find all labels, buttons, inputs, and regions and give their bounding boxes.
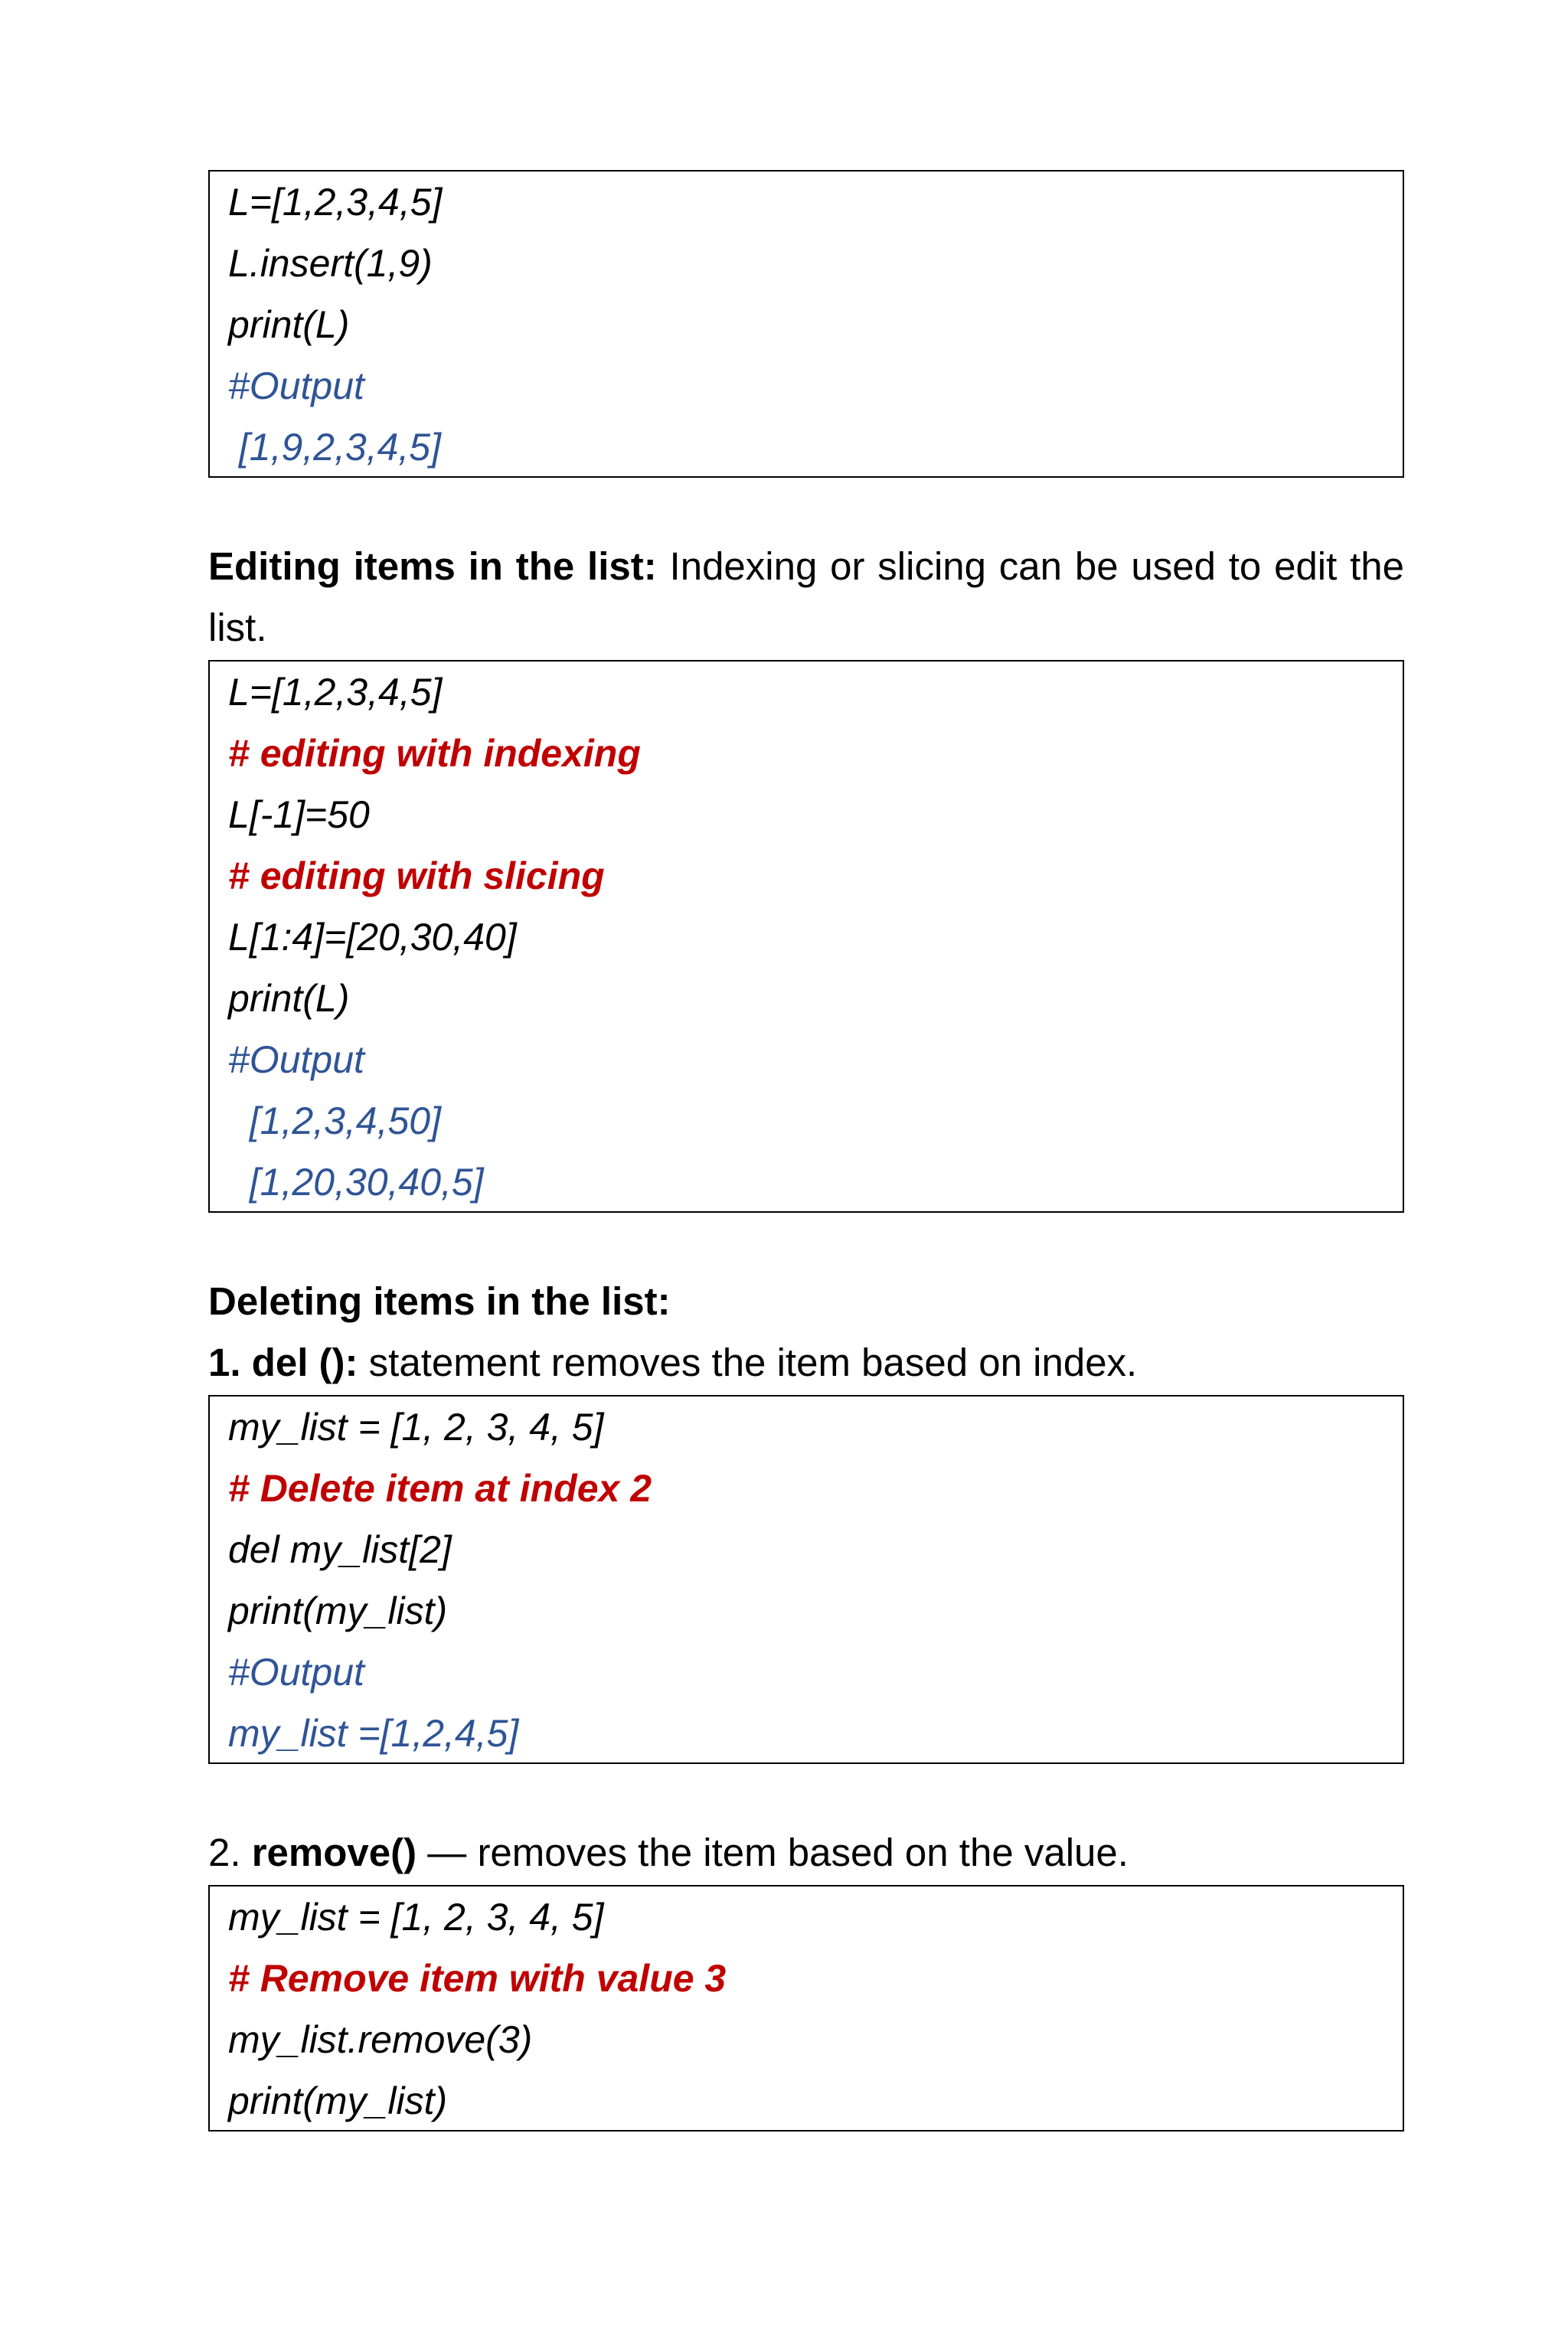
del-description bbox=[208, 1332, 1404, 1393]
code-line: L=[1,2,3,4,5] bbox=[228, 671, 443, 714]
code-line: print(my_list) bbox=[228, 2079, 448, 2122]
remove-number: 2. bbox=[208, 1831, 252, 1874]
editing-text: Indexing or slicing can be used to edit the bbox=[669, 544, 1405, 588]
code-line: L[1:4]=[20,30,40] bbox=[228, 916, 517, 959]
code-block-editing bbox=[208, 660, 1404, 1213]
code-block-del bbox=[208, 1395, 1404, 1764]
code-line: my_list = [1, 2, 3, 4, 5] bbox=[228, 1896, 604, 1939]
output-value: [1,2,3,4,50] bbox=[228, 1099, 441, 1142]
code-comment: # editing with slicing bbox=[228, 854, 605, 897]
remove-label: remove() bbox=[251, 1831, 417, 1874]
del-label: 1. del (): bbox=[208, 1341, 358, 1384]
code-comment: # Delete item at index 2 bbox=[228, 1467, 652, 1510]
code-comment: # Remove item with value 3 bbox=[228, 1957, 727, 2000]
code-comment: # editing with indexing bbox=[228, 732, 641, 775]
remove-text: — removes the item based on the value. bbox=[416, 1831, 1129, 1874]
code-block-remove bbox=[208, 1885, 1404, 2132]
code-line: L.insert(1,9) bbox=[228, 242, 433, 285]
deleting-heading: Deleting items in the list: bbox=[208, 1279, 671, 1323]
code-block-insert bbox=[208, 170, 1404, 478]
remove-description bbox=[208, 1822, 1404, 1883]
code-line: my_list = [1, 2, 3, 4, 5] bbox=[228, 1406, 604, 1449]
editing-heading: Editing items in the list: bbox=[208, 544, 657, 588]
del-text: statement removes the item based on index. bbox=[358, 1341, 1138, 1384]
code-line: del my_list[2] bbox=[228, 1528, 452, 1571]
editing-paragraph-line2: list. bbox=[208, 606, 267, 649]
code-line: print(my_list) bbox=[228, 1589, 448, 1632]
code-line: L[-1]=50 bbox=[228, 793, 370, 836]
output-comment: #Output bbox=[228, 1651, 364, 1694]
code-line: L=[1,2,3,4,5] bbox=[228, 181, 443, 224]
output-value: my_list =[1,2,4,5] bbox=[228, 1712, 519, 1755]
output-value: [1,20,30,40,5] bbox=[228, 1161, 484, 1204]
code-line: my_list.remove(3) bbox=[228, 2018, 533, 2061]
output-comment: #Output bbox=[228, 1038, 364, 1081]
editing-paragraph-line1 bbox=[208, 536, 1404, 597]
code-line: print(L) bbox=[228, 303, 350, 346]
output-comment: #Output bbox=[228, 364, 364, 407]
code-line: print(L) bbox=[228, 977, 350, 1020]
output-value: [1,9,2,3,4,5] bbox=[228, 426, 441, 469]
